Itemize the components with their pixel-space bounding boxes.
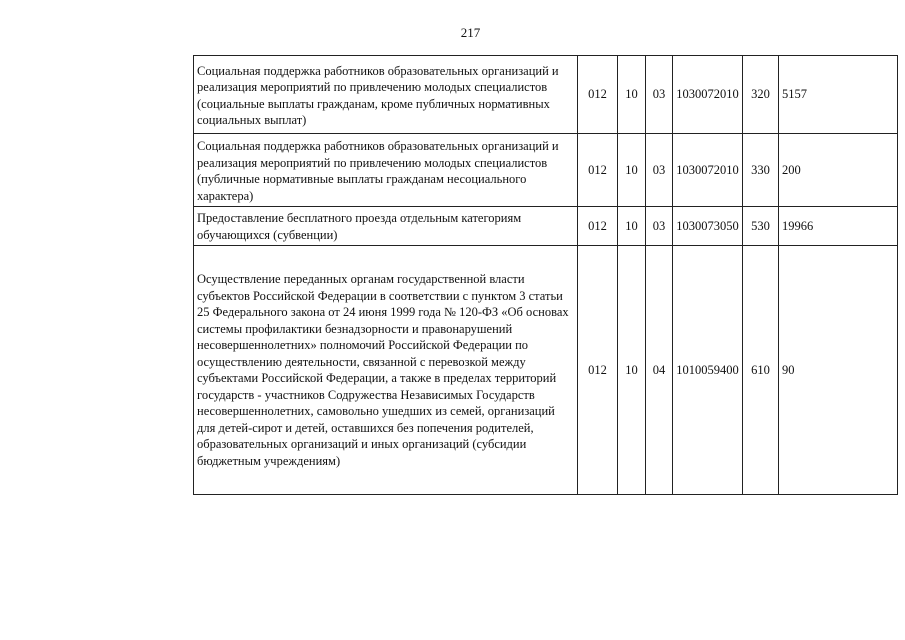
table-row [194,207,898,246]
table-row [194,56,898,134]
section-code: 10 [618,56,646,134]
ministry-code: 012 [578,134,618,207]
amount-value: 5157 [779,56,898,134]
row-description: Социальная поддержка работников образовательных организаций и реализация мероприятий по привлечению молодых специалистов (социальные выплаты гражданам, кроме публичных нормативных социальных выплат) [194,56,578,134]
row-description: Осуществление переданных органам государственной власти субъектов Российской Федерации в соответствии с пунктом 3 статьи 25 Федерального закона от 24 июня 1999 года № 120-ФЗ «Об основах системы профилактики безнадзорности и правонарушений несовершеннолетних» полномочий Российской Федерации по осуществлению деятельности, связанной с перевозкой между субъектами Российской Федерации, а также в пределах территорий государств - участников Содружества Независимых Государств несовершеннолетних, самовольно ушедших из семей, организаций для детей-сирот и детей, оставшихся без попечения родителей, образовательных организаций и иных организаций (субсидии бюджетным учреждениям) [194,246,578,495]
row-description: Социальная поддержка работников образовательных организаций и реализация мероприятий по привлечению молодых специалистов (публичные нормативные выплаты гражданам несоциального характера) [194,134,578,207]
target-article-code: 1030072010 [673,56,743,134]
expense-type-code: 530 [743,207,779,246]
subsection-code: 03 [646,56,673,134]
target-article-code: 1030073050 [673,207,743,246]
amount-value: 19966 [779,207,898,246]
expense-type-code: 330 [743,134,779,207]
ministry-code: 012 [578,246,618,495]
section-code: 10 [618,207,646,246]
ministry-code: 012 [578,207,618,246]
subsection-code: 03 [646,134,673,207]
subsection-code: 04 [646,246,673,495]
section-code: 10 [618,134,646,207]
table-row [194,246,898,495]
section-code: 10 [618,246,646,495]
amount-value: 200 [779,134,898,207]
amount-value: 90 [779,246,898,495]
expense-type-code: 610 [743,246,779,495]
target-article-code: 1030072010 [673,134,743,207]
subsection-code: 03 [646,207,673,246]
page-number: 217 [460,25,481,40]
budget-table [193,55,898,495]
table-row [194,134,898,207]
target-article-code: 1010059400 [673,246,743,495]
row-description: Предоставление бесплатного проезда отдельным категориям обучающихся (субвенции) [194,207,578,246]
expense-type-code: 320 [743,56,779,134]
ministry-code: 012 [578,56,618,134]
